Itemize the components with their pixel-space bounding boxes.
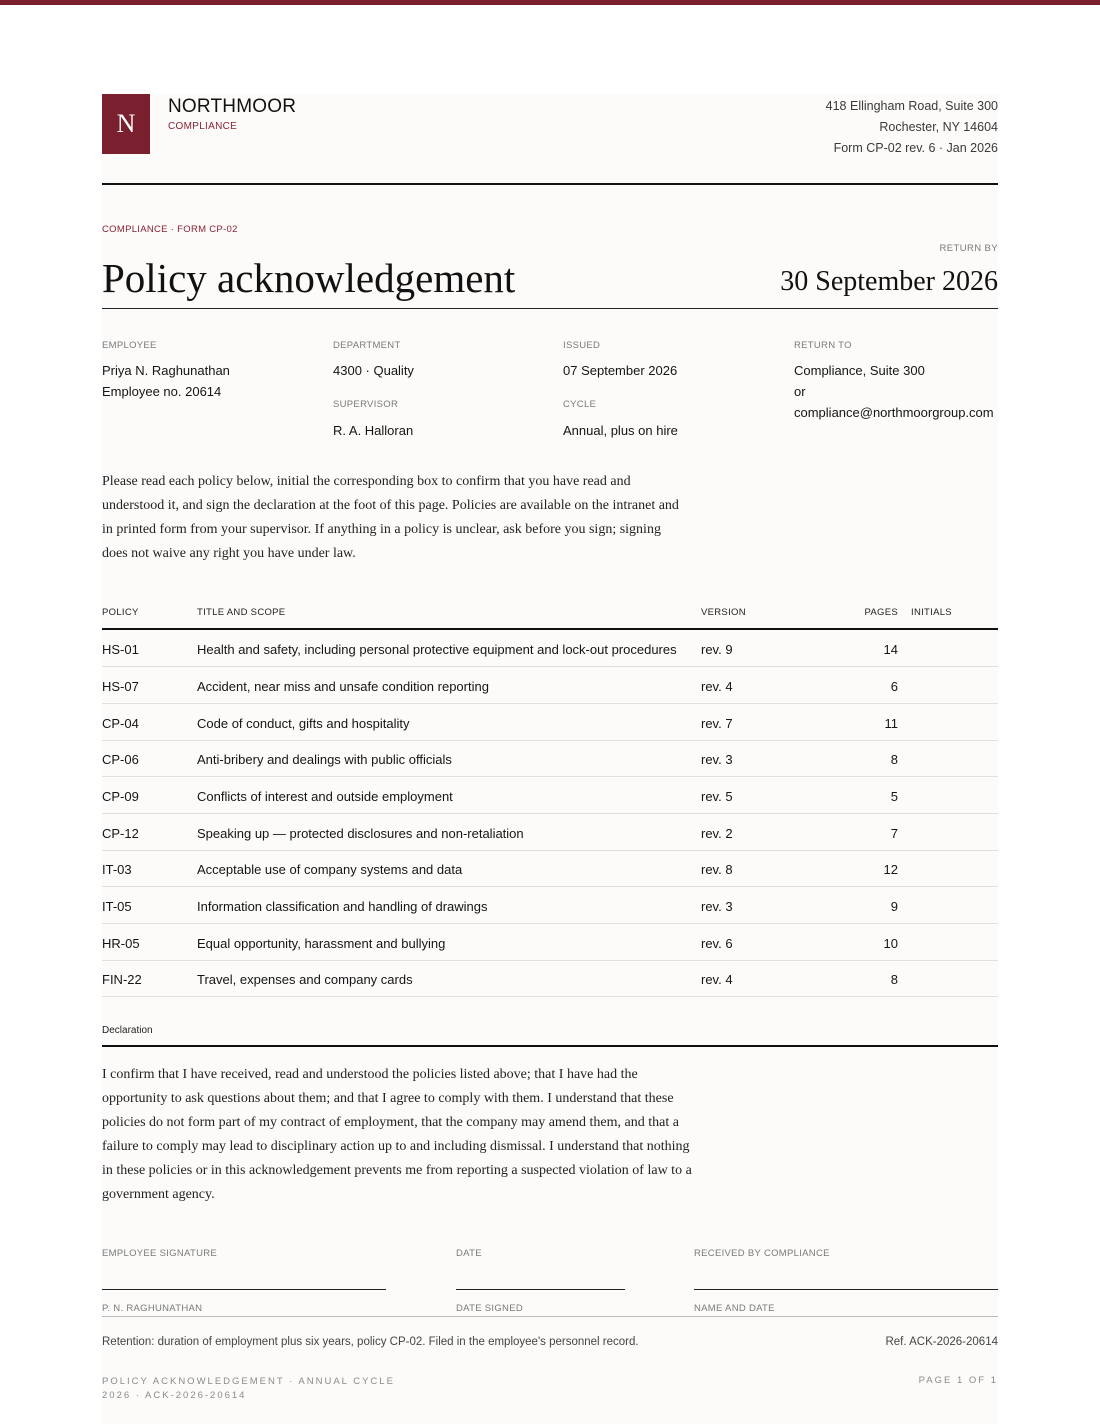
employee-name: Priya N. Raghunathan <box>102 363 230 378</box>
received-by-label: RECEIVED BY COMPLIANCE <box>694 1248 830 1259</box>
employee-signature-label: EMPLOYEE SIGNATURE <box>102 1248 218 1259</box>
date-signed-field[interactable] <box>456 1289 625 1290</box>
policy-version: rev. 5 <box>701 789 733 804</box>
col-header-title: TITLE AND SCOPE <box>197 607 286 618</box>
policy-pages: 8 <box>890 752 898 767</box>
received-by-field[interactable] <box>694 1289 998 1290</box>
return-to-or: or <box>794 384 806 399</box>
table-row <box>102 924 998 961</box>
issued-label: ISSUED <box>563 340 601 351</box>
policy-title: Travel, expenses and company cards <box>197 972 413 987</box>
initials-box[interactable] <box>911 783 991 807</box>
policy-pages: 9 <box>890 899 898 914</box>
initials-box[interactable] <box>911 966 991 990</box>
table-row <box>102 887 998 924</box>
company-logo <box>102 94 150 154</box>
footer-document-id: POLICY ACKNOWLEDGEMENT · ANNUAL CYCLE 2026 · ACK-2026-20614 <box>102 1376 395 1401</box>
policy-code: HS-01 <box>102 642 139 657</box>
return-to-label: RETURN TO <box>794 340 852 351</box>
cycle-label: CYCLE <box>563 399 597 410</box>
top-accent-bar <box>0 0 1100 5</box>
declaration-text: I confirm that I have received, read and understood the policies listed above; that I have had the opportunity to ask questions about them; and that I agree to comply with them. I understand that these policies do not form part of my contract of employment, that the company may amend them, and that a failure to comply may lead to disciplinary action up to and including dismissal. I understand that nothing in these policies or in this acknowledgement prevents me from reporting a suspected violation of law to a government agency. <box>102 1067 692 1202</box>
col-header-policy: POLICY <box>102 607 139 618</box>
policy-version: rev. 3 <box>701 752 733 767</box>
department-value: 4300 · Quality <box>333 363 414 378</box>
policy-version: rev. 7 <box>701 716 733 731</box>
initials-box[interactable] <box>911 893 991 917</box>
page-number: PAGE 1 OF 1 <box>918 1375 998 1386</box>
employee-signature-caption: P. N. RAGHUNATHAN <box>102 1303 203 1314</box>
table-row <box>102 630 998 667</box>
instructions-paragraph: Please read each policy below, initial the corresponding box to confirm that you have read and understood it, and sign the declaration at the foot of this page. Policies are available on the intranet and in printed form from your supervisor. If anything in a policy is unclear, ask before you sign; signing does not waive any right you have under law. <box>102 474 679 561</box>
policy-title: Information classification and handling of drawings <box>197 899 488 914</box>
policy-version: rev. 9 <box>701 642 733 657</box>
policy-pages: 10 <box>883 936 898 951</box>
initials-box[interactable] <box>911 636 991 660</box>
employee-label: EMPLOYEE <box>102 340 157 351</box>
address-line-1: 418 Ellingham Road, Suite 300 <box>825 99 998 113</box>
logo-letter: N <box>116 109 136 138</box>
policy-version: rev. 4 <box>701 679 733 694</box>
policy-version: rev. 4 <box>701 972 733 987</box>
policy-title: Health and safety, including personal protective equipment and lock-out procedures <box>197 642 677 657</box>
policy-pages: 12 <box>883 862 898 877</box>
title-divider <box>102 308 998 309</box>
table-row <box>102 850 998 887</box>
col-header-version: VERSION <box>701 607 746 618</box>
policy-title: Code of conduct, gifts and hospitality <box>197 716 410 731</box>
address-line-2: Rochester, NY 14604 <box>879 120 998 134</box>
initials-box[interactable] <box>911 820 991 844</box>
brand-name: NORTHMOOR <box>168 96 297 117</box>
table-row <box>102 704 998 741</box>
initials-box[interactable] <box>911 673 991 697</box>
policy-pages: 6 <box>890 679 898 694</box>
reference-number: Ref. ACK-2026-20614 <box>885 1336 998 1348</box>
declaration-divider <box>102 1045 998 1047</box>
initials-box[interactable] <box>911 856 991 880</box>
date-signed-caption: DATE SIGNED <box>456 1303 523 1314</box>
form-eyebrow: COMPLIANCE · FORM CP-02 <box>102 224 238 235</box>
policy-pages: 7 <box>890 826 898 841</box>
policy-code: IT-03 <box>102 862 132 877</box>
footer-divider <box>102 1316 998 1317</box>
page-title: Policy acknowledgement <box>102 255 516 301</box>
policy-code: CP-12 <box>102 826 139 841</box>
policy-title: Conflicts of interest and outside employment <box>197 789 453 804</box>
policy-version: rev. 6 <box>701 936 733 951</box>
col-header-initials: INITIALS <box>911 607 952 618</box>
date-label: DATE <box>456 1248 482 1259</box>
table-row <box>102 814 998 851</box>
return-to-office: Compliance, Suite 300 <box>794 363 925 378</box>
policy-title: Acceptable use of company systems and data <box>197 862 463 877</box>
form-reference: Form CP-02 rev. 6 · Jan 2026 <box>833 141 998 155</box>
brand-subtitle: COMPLIANCE <box>168 121 238 132</box>
return-by-label: RETURN BY <box>939 243 998 254</box>
initials-box[interactable] <box>911 746 991 770</box>
policy-title: Equal opportunity, harassment and bullying <box>197 936 446 951</box>
initials-box[interactable] <box>911 930 991 954</box>
policy-pages: 8 <box>890 972 898 987</box>
declaration-heading: Declaration <box>102 1025 153 1036</box>
policy-version: rev. 3 <box>701 899 733 914</box>
policy-pages: 14 <box>883 642 898 657</box>
retention-note: Retention: duration of employment plus six years, policy CP-02. Filed in the employee's personnel record. <box>102 1336 639 1348</box>
supervisor-value: R. A. Halloran <box>333 423 414 438</box>
initials-box[interactable] <box>911 710 991 734</box>
policy-version: rev. 2 <box>701 826 733 841</box>
cycle-value: Annual, plus on hire <box>563 423 678 438</box>
return-by-date: 30 September 2026 <box>780 266 998 297</box>
department-label: DEPARTMENT <box>333 340 401 351</box>
policy-code: HR-05 <box>102 936 140 951</box>
policy-code: FIN-22 <box>102 972 142 987</box>
issued-value: 07 September 2026 <box>563 363 678 378</box>
policy-code: IT-05 <box>102 899 132 914</box>
employee-number: Employee no. 20614 <box>102 384 222 399</box>
policy-code: HS-07 <box>102 679 139 694</box>
policy-code: CP-09 <box>102 789 139 804</box>
policy-title: Speaking up — protected disclosures and non-retaliation <box>197 826 524 841</box>
return-to-email[interactable]: compliance@northmoorgroup.com <box>794 405 994 420</box>
policy-title: Accident, near miss and unsafe condition reporting <box>197 679 489 694</box>
employee-signature-field[interactable] <box>102 1289 386 1290</box>
policy-pages: 11 <box>884 716 898 731</box>
policy-code: CP-04 <box>102 716 139 731</box>
header-divider <box>102 183 998 185</box>
policy-title: Anti-bribery and dealings with public officials <box>197 752 452 767</box>
table-row <box>102 667 998 704</box>
policy-version: rev. 8 <box>701 862 733 877</box>
policy-code: CP-06 <box>102 752 139 767</box>
table-row <box>102 777 998 814</box>
policy-pages: 5 <box>890 789 898 804</box>
table-row <box>102 960 998 997</box>
received-by-caption: NAME AND DATE <box>694 1303 775 1314</box>
col-header-pages: PAGES <box>864 607 898 618</box>
table-row <box>102 740 998 777</box>
supervisor-label: SUPERVISOR <box>333 399 399 410</box>
